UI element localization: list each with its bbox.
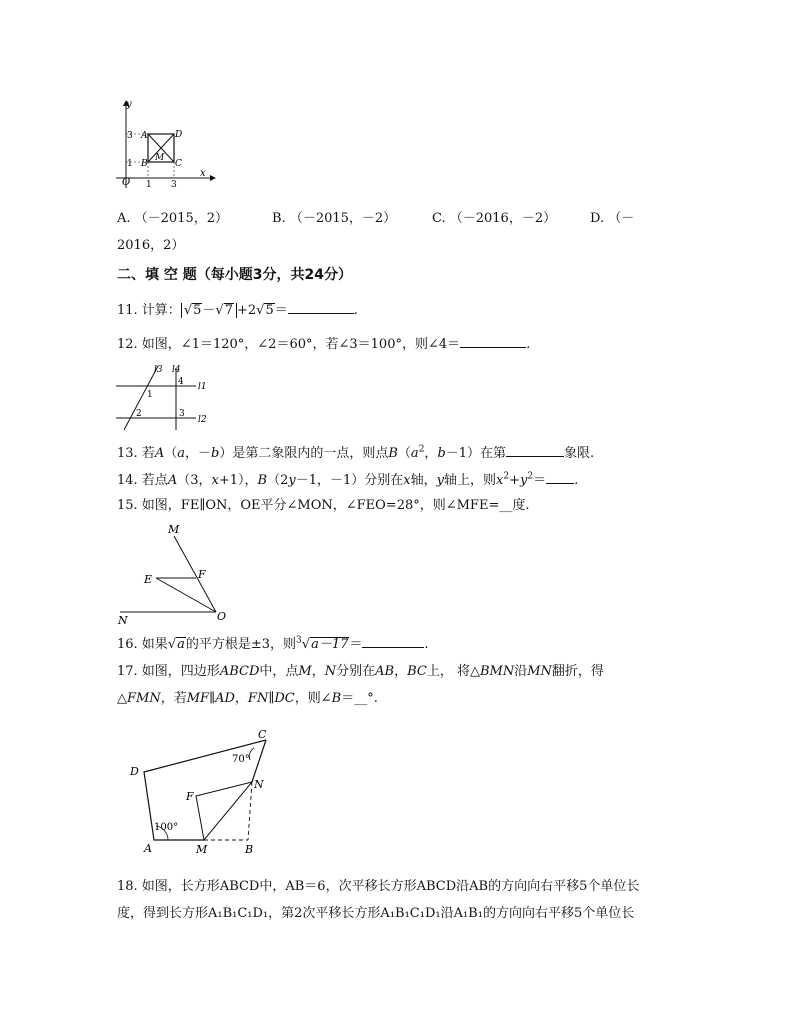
- label-e: E: [144, 573, 153, 586]
- tick-1-x: 1: [146, 180, 152, 190]
- question-17-line2: △FMN，若MF∥AD，FN∥DC，则∠B＝__°.: [117, 691, 378, 706]
- label-m: M: [168, 523, 180, 536]
- angle-2-label: 2: [136, 409, 142, 419]
- label-d: D: [130, 765, 139, 778]
- question-16: 16. 如果√a的平方根是±3，则$^3$√a－17＝ .: [117, 635, 429, 652]
- tick-1-y: 1: [127, 159, 133, 169]
- q11-abs: √5－√7: [181, 303, 237, 318]
- figure-15: [116, 520, 234, 628]
- label-n: N: [254, 778, 264, 791]
- label-f: F: [198, 568, 206, 581]
- question-13: 13. 若A（a，－b）是第二象限内的一点，则点$B(a^2$，b－1）在第 象限.: [117, 444, 595, 461]
- dashed-nb: [248, 782, 252, 840]
- angle-4-label: 4: [178, 377, 184, 387]
- label-d: D: [175, 130, 183, 140]
- label-f: F: [186, 790, 194, 803]
- label-l1: l1: [198, 382, 207, 392]
- q13-answer-blank[interactable]: [506, 443, 564, 457]
- label-m: M: [155, 153, 165, 163]
- x-label: x: [200, 168, 206, 179]
- label-b: B: [245, 843, 254, 856]
- label-l3: l3: [154, 365, 163, 375]
- question-11: 11. 计算： √5－√7 +2√5＝ .: [117, 300, 358, 320]
- q10-option-c: C. （－2016，－2）: [432, 211, 557, 226]
- label-b: B: [141, 159, 148, 169]
- question-15: 15. 如图，FE∥ON，OE平分∠MON，∠FEO=28°，则∠MFE=__度.: [117, 498, 530, 513]
- question-18-line2: 度，得到长方形A₁B₁C₁D₁，第2次平移长方形A₁B₁C₁D₁沿A₁B₁的方向向右平移5个单位长: [117, 906, 635, 921]
- q10-option-b: B. （－2015，－2）: [272, 211, 397, 226]
- q10-option-a: A. （－2015，2）: [117, 211, 229, 226]
- triangle-fmn: [196, 782, 252, 840]
- label-o: O: [217, 610, 227, 623]
- label-l2: l2: [198, 415, 207, 425]
- q10-option-d-cont: 2016，2）: [117, 238, 185, 253]
- label-m: M: [196, 843, 208, 856]
- figure-12: [116, 362, 212, 432]
- label-c: C: [258, 728, 267, 741]
- q16-answer-blank[interactable]: [362, 634, 424, 648]
- q11-label: 11. 计算：: [117, 303, 181, 318]
- line-l3: [124, 366, 158, 430]
- angle-3-label: 3: [179, 409, 185, 419]
- tick-3-y: 3: [127, 131, 133, 141]
- x-arrow-icon: [210, 175, 216, 181]
- label-a: A: [144, 842, 152, 855]
- label-n: N: [118, 614, 128, 627]
- side-cn: [252, 740, 266, 782]
- coordinate-figure: [112, 96, 217, 191]
- q10-option-d: D. （－: [590, 211, 635, 226]
- angle-1-label: 1: [147, 390, 153, 400]
- label-a: A: [141, 131, 148, 141]
- origin-label: O: [122, 177, 131, 188]
- question-18-line1: 18. 如图，长方形ABCD中，AB＝6，次平移长方形ABCD沿AB的方向向右平移5个单位长: [117, 879, 640, 894]
- angle-100-label: 100°: [154, 822, 179, 833]
- label-c: C: [175, 159, 182, 169]
- angle-70-arc: [249, 748, 254, 760]
- section-2-title: 二、填 空 题（每小题3分，共24分）: [117, 267, 352, 283]
- q14-answer-blank[interactable]: [546, 470, 574, 484]
- question-14: 14. 若点A（3，x+1），B（2y－1，－1）分别在x轴，y轴上，则$x^2+y^2=$ .: [117, 471, 579, 488]
- question-17-line1: 17. 如图，四边形ABCD中，点M，N分别在AB，BC上， 将△BMN沿MN翻折，得: [117, 664, 604, 679]
- y-label: y: [126, 99, 132, 110]
- label-l4: l4: [172, 365, 181, 375]
- angle-70-label: 70°: [232, 754, 250, 765]
- q12-answer-blank[interactable]: [460, 334, 526, 348]
- figure-17: [126, 726, 276, 858]
- question-12: 12. 如图，∠1＝120°，∠2＝60°，若∠3＝100°，则∠4＝ .: [117, 334, 530, 354]
- tick-3-x: 3: [171, 180, 177, 190]
- q11-answer-blank[interactable]: [288, 300, 354, 314]
